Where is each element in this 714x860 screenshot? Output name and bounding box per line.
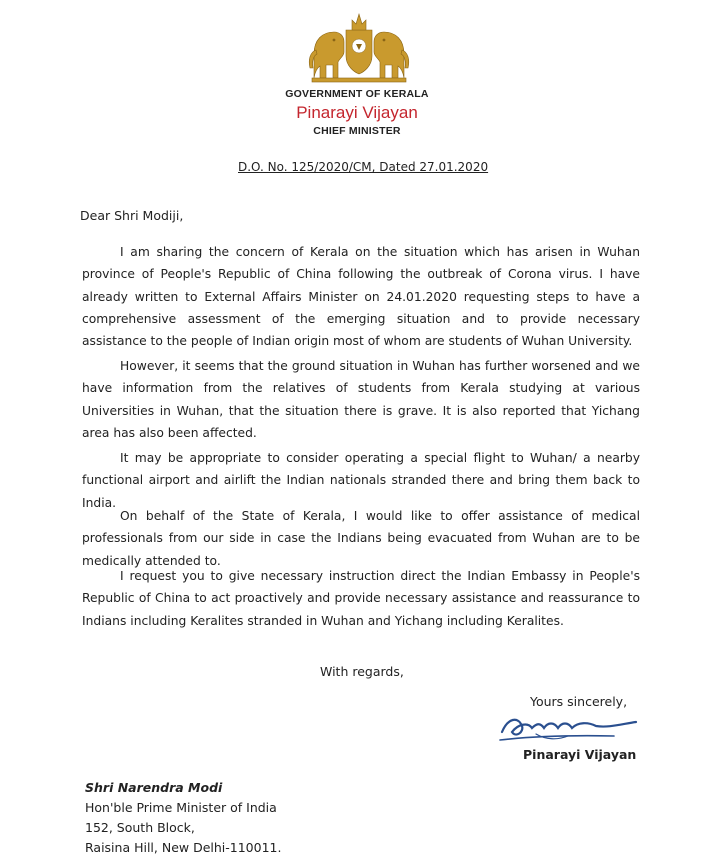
- paragraph-2: However, it seems that the ground situation in Wuhan has further worsened and we have information from the relatives of students from Kerala studying at various Universities in Wuhan, that the situation there is grave. It is also reported that Yichang area has also been affected.: [82, 359, 640, 440]
- salutation: Dear Shri Modiji,: [80, 208, 184, 223]
- addressee-name: Shri Narendra Modi: [85, 780, 223, 795]
- addressee-block: [85, 778, 281, 858]
- handwritten-signature: [496, 710, 642, 744]
- signer-name: Pinarayi Vijayan: [523, 747, 637, 762]
- government-heading: GOVERNMENT OF KERALA: [285, 88, 429, 100]
- paragraph-5: I request you to give necessary instruction direct the Indian Embassy in People's Republic of China to act proactively and provide necessary assistance and reassurance to Indians including Keralites stranded in Wuhan and Yichang including Keralites.: [82, 569, 640, 628]
- kerala-emblem-icon: [306, 10, 412, 86]
- chief-minister-name: Pinarayi Vijayan: [296, 103, 418, 122]
- closing-regards: With regards,: [320, 664, 404, 679]
- reference-line: [238, 160, 488, 174]
- addressee-line-2: 152, South Block,: [85, 820, 195, 835]
- addressee-line-3: Raisina Hill, New Delhi-110011.: [85, 840, 282, 855]
- paragraph-1: I am sharing the concern of Kerala on the situation which has arisen in Wuhan province of People's Republic of China following the outbreak of Corona virus. I have already written to External Affairs Minister on 24.01.2020 requesting steps to have a comprehensive assessment of the emerging situation and to provide necessary assistance to the people of Indian origin most of whom are students of Wuhan University.: [82, 245, 640, 349]
- closing-yours: Yours sincerely,: [530, 694, 628, 709]
- chief-minister-title: CHIEF MINISTER: [313, 125, 401, 137]
- reference-number: D.O. No. 125/2020/CM, Dated 27.01.2020: [238, 160, 489, 174]
- paragraph-4: On behalf of the State of Kerala, I would like to offer assistance of medical professionals from our side in case the Indians being evacuated from Wuhan are to be medically attended to.: [82, 509, 640, 568]
- addressee-line-1: Hon'ble Prime Minister of India: [85, 800, 277, 815]
- paragraph-3: It may be appropriate to consider operating a special flight to Wuhan/ a nearby functional airport and airlift the Indian nationals stranded there and bring them back to India.: [82, 451, 640, 510]
